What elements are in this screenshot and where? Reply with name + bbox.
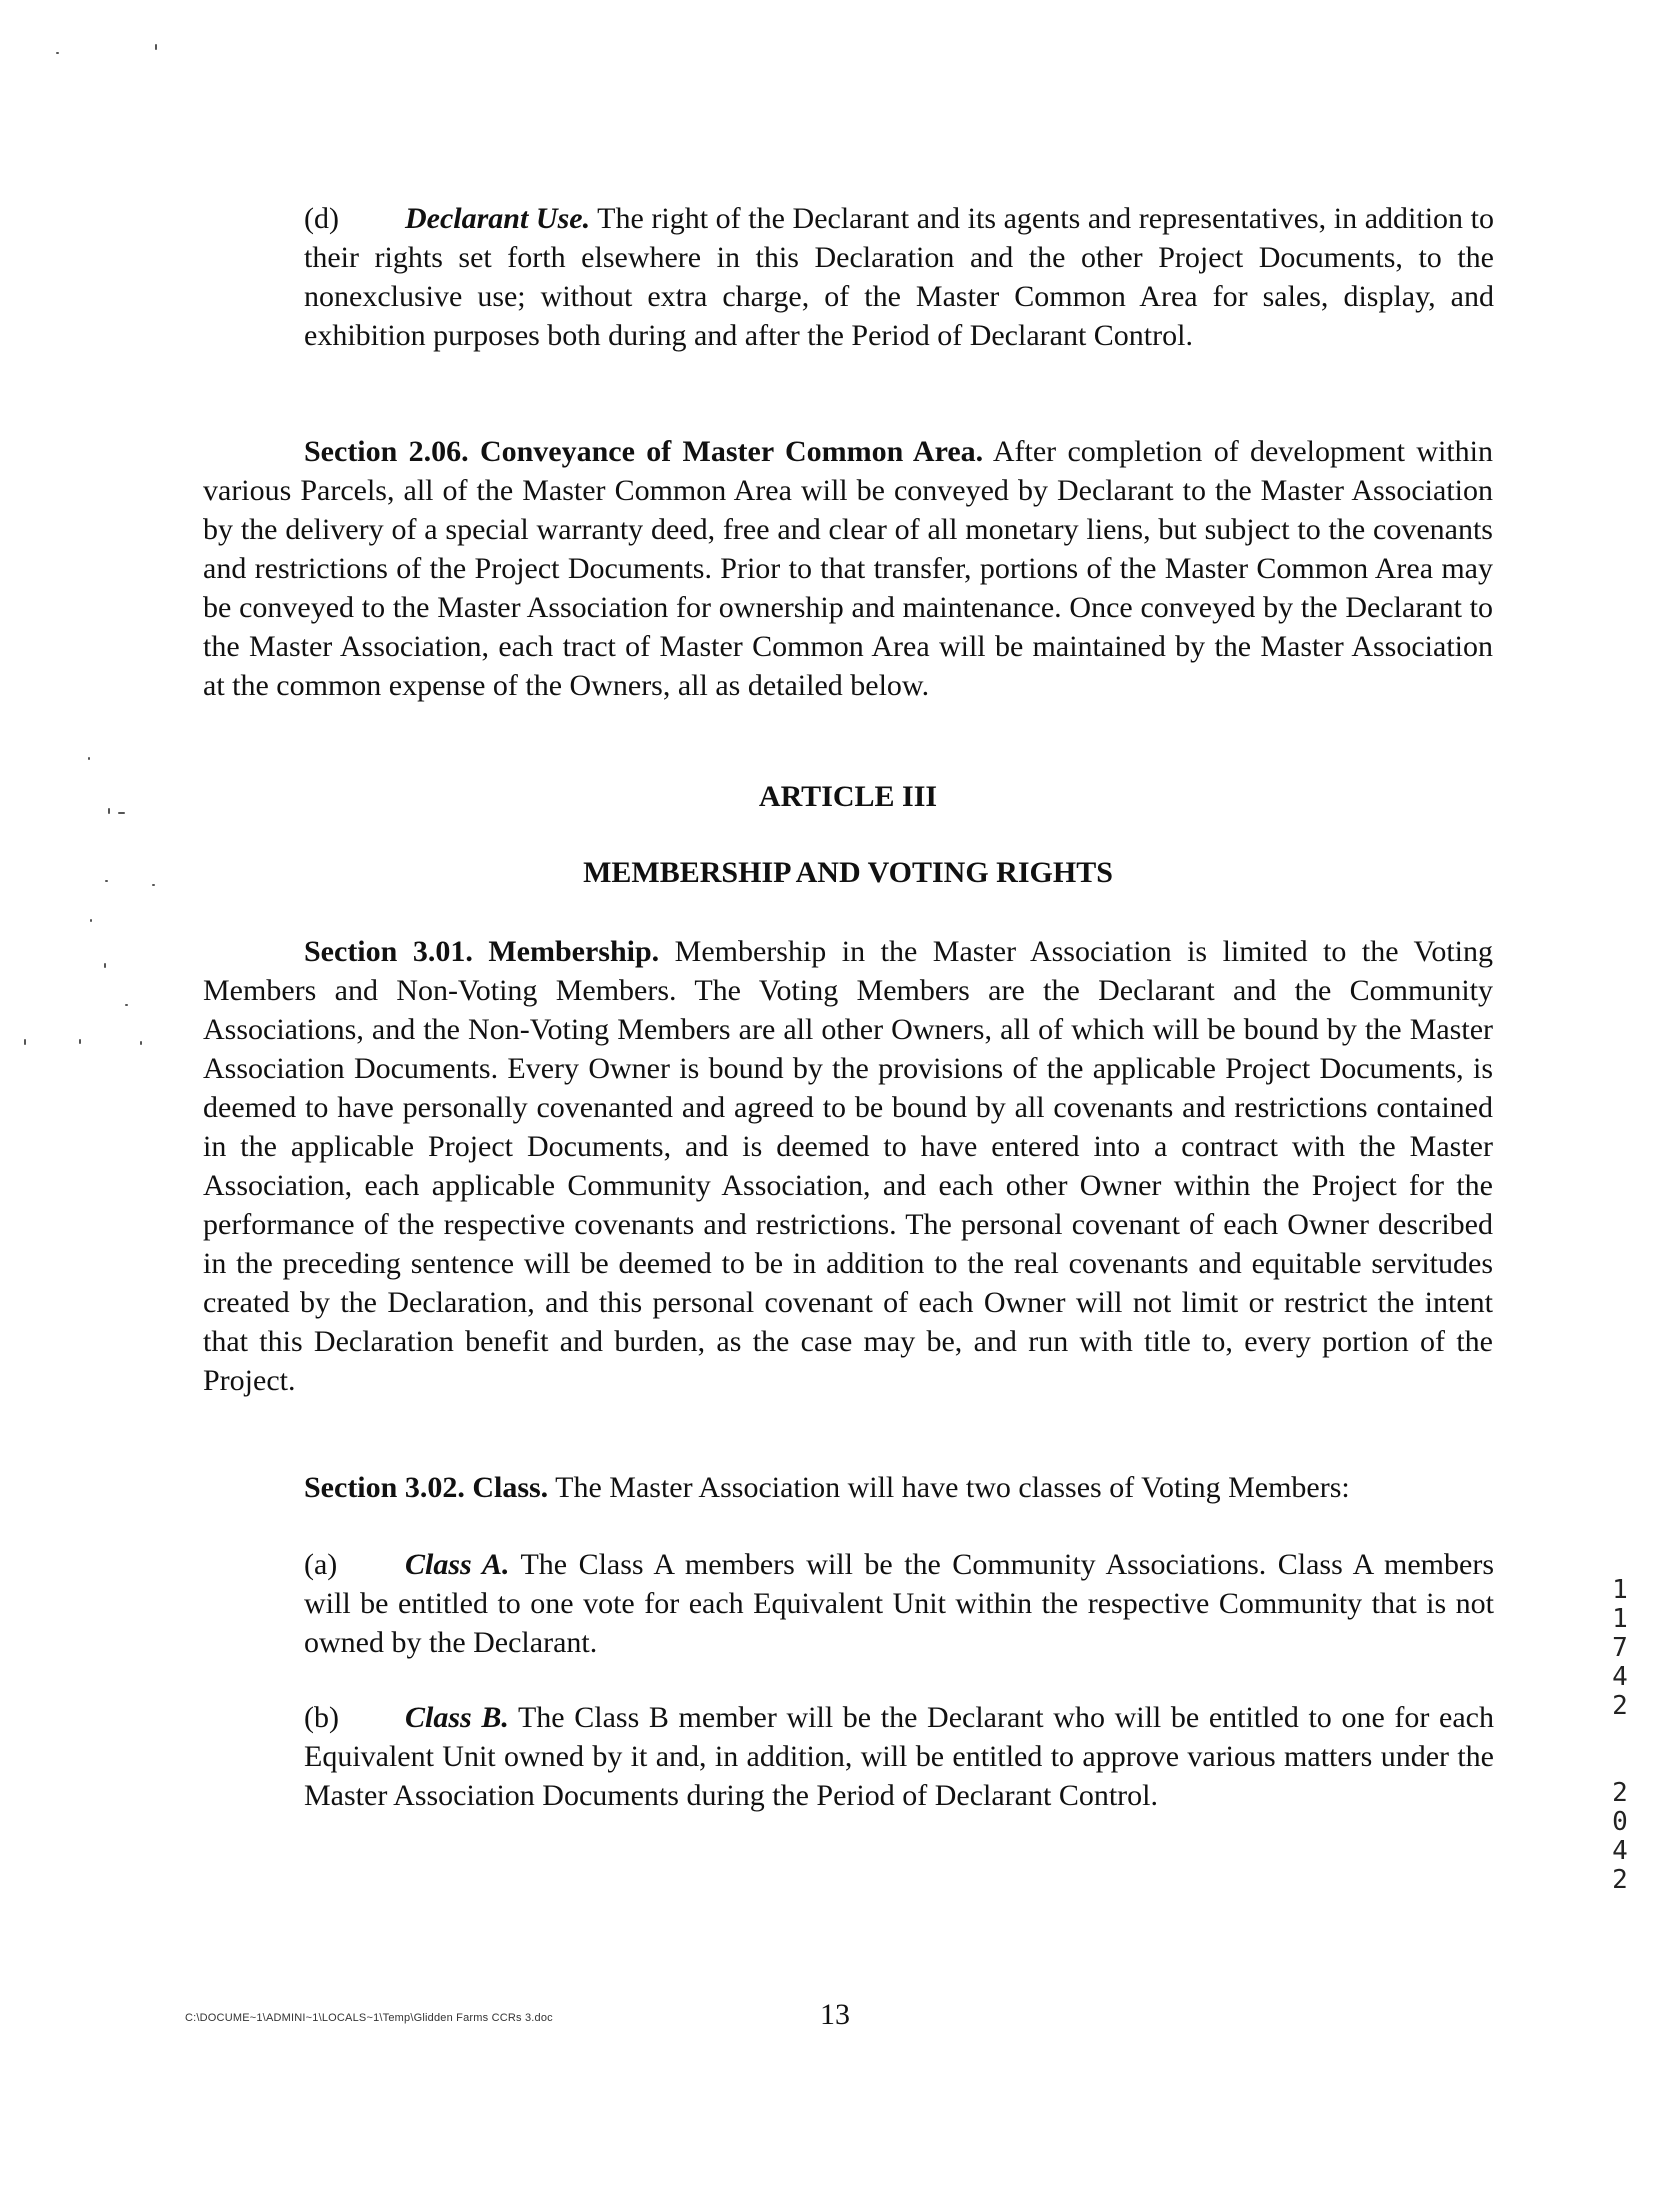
paragraph-title: Class A. (405, 1548, 510, 1581)
stamp-digit: 4 (1612, 1662, 1628, 1692)
recording-stamp-upper (1605, 1576, 1635, 1721)
section-heading: Section 3.01. Membership. (304, 935, 660, 968)
scan-speck (56, 52, 59, 54)
stamp-digit: 1 (1612, 1604, 1628, 1634)
stamp-digit: 2 (1612, 1778, 1628, 1808)
scan-speck (88, 757, 90, 760)
scan-speck (125, 1004, 128, 1006)
stamp-digit: 2 (1612, 1865, 1628, 1895)
paragraph-class-b (304, 1698, 1494, 1815)
paragraph-text: The Class B member will be the Declarant who will be entitled to one for each Equivalent Unit owned by it and, in addition, will be entitled to approve various matters under the Master Association Documents during the Period of Declarant Control. (304, 1701, 1494, 1812)
paragraph-title: Class B. (405, 1701, 509, 1734)
paragraph-text: The Class A members will be the Community Associations. Class A members will be entitled to one vote for each Equivalent Unit within the respective Community that is not owned by the Declarant. (304, 1548, 1495, 1659)
section-text: The Master Association will have two classes of Voting Members: (548, 1471, 1350, 1504)
paragraph-label: (d) (304, 202, 339, 235)
paragraph-label: (a) (304, 1548, 338, 1581)
stamp-digit: 0 (1612, 1807, 1628, 1837)
paragraph-title: Declarant Use. (405, 202, 591, 235)
section-text: After completion of development within various Parcels, all of the Master Common Area will be conveyed by Declarant to the Master Association by the delivery of a special warranty deed, free and clear of all monetary liens, but subject to the covenants and restrictions of the Project Documents. Prior to that transfer, portions of the Master Common Area may be conveyed to the Master Association for ownership and maintenance. Once conveyed by the Declarant to the Master Association, each tract of Master Common Area will be maintained by the Master Association at the common expense of the Owners, all as detailed below. (203, 435, 1493, 702)
scan-speck (140, 1041, 142, 1045)
article-number: ARTICLE III (758, 780, 938, 813)
scan-speck (24, 1039, 26, 1045)
scan-speck (104, 963, 106, 968)
stamp-digit: 7 (1612, 1633, 1628, 1663)
section-text: Membership in the Master Association is limited to the Voting Members and Non-Voting Members. The Voting Members are the Declarant and the Community Associations, and the Non-Voting Members are all other Owners, all of which will be bound by the Master Association Documents. Every Owner is bound by the provisions of the applicable Project Documents, is deemed to have personally covenanted and agreed to be bound by all covenants and restrictions contained in the applicable Project Documents, and is deemed to have entered into a contract with the Master Association, each applicable Community Association, and each other Owner within the Project for the performance of the respective covenants and restrictions. The personal covenant of each Owner described in the preceding sentence will be deemed to be in addition to the real covenants and equitable servitudes created by the Declaration, and this personal covenant of each Owner will not limit or restrict the intent that this Declaration benefit and burden, as the case may be, and run with title to, every portion of the Project. (203, 935, 1494, 1397)
scan-speck (79, 1039, 81, 1044)
scan-speck (152, 884, 155, 886)
footer-file-path: C:\DOCUME~1\ADMINI~1\LOCALS~1\Temp\Glidden Farms CCRs 3.doc (185, 2012, 553, 2024)
stamp-digit: 2 (1612, 1691, 1628, 1721)
section-2-06 (203, 432, 1493, 705)
article-title: MEMBERSHIP AND VOTING RIGHTS (583, 856, 1113, 889)
stamp-digit: 4 (1612, 1836, 1628, 1866)
section-3-01 (203, 932, 1493, 1400)
paragraph-class-a (304, 1545, 1494, 1662)
scan-speck (105, 880, 108, 882)
page-number: 13 (820, 1998, 850, 2031)
paragraph-declarant-use (304, 199, 1494, 355)
recording-stamp-lower (1605, 1779, 1635, 1895)
scan-speck (108, 808, 110, 814)
paragraph-text: The right of the Declarant and its agents and representatives, in addition to their rights set forth elsewhere in this Declaration and the other Project Documents, to the nonexclusive use; without extra charge, of the Master Common Area for sales, display, and exhibition purposes both during and after the Period of Declarant Control. (304, 202, 1494, 352)
section-3-02 (203, 1468, 1493, 1507)
section-heading: Section 3.02. Class. (304, 1471, 549, 1504)
paragraph-label: (b) (304, 1701, 339, 1734)
section-heading: Section 2.06. Conveyance of Master Common Area. (304, 435, 984, 468)
scan-speck (118, 812, 125, 814)
scan-speck (90, 919, 92, 922)
scan-speck (155, 44, 157, 50)
stamp-digit: 1 (1612, 1575, 1628, 1605)
